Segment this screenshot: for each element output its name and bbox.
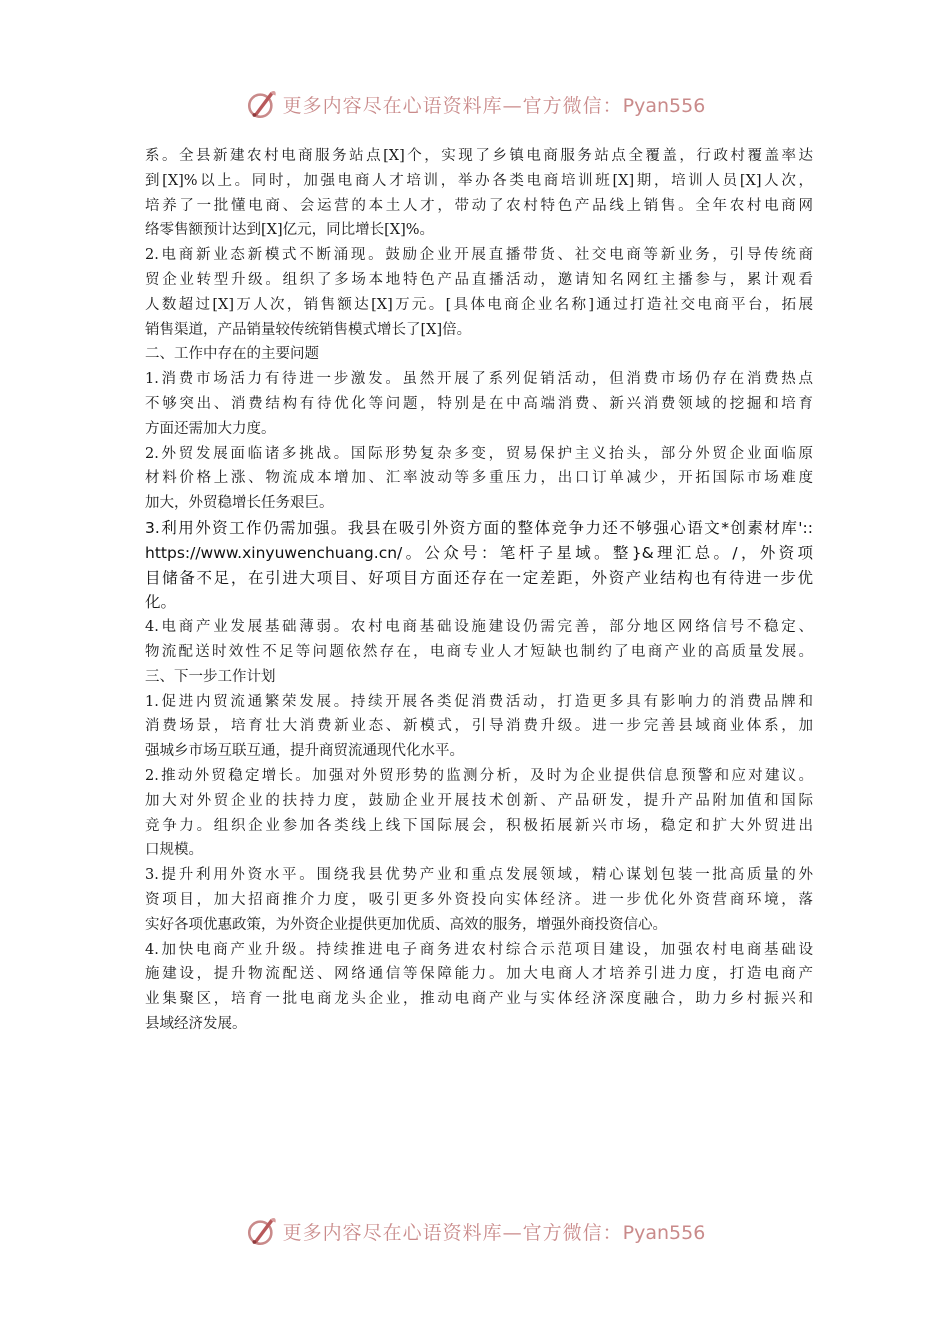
text-line: 4.电商产业发展基础薄弱。农村电商基础设施建设仍需完善，部分地区网络信号不稳定、 — [145, 619, 813, 636]
text-line: 加大，外贸稳增长任务艰巨。 — [145, 495, 334, 512]
text-line: 口规模。 — [145, 842, 203, 859]
text-line: 物流配送时效性不足等问题依然存在，电商专业人才短缺也制约了电商产业的高质量发展。 — [145, 643, 813, 660]
text-line: 强城乡市场互联互通，提升商贸流通现代化水平。 — [145, 743, 464, 760]
text-line: 1.促进内贸流通繁荣发展。持续开展各类促消费活动，打造更多具有影响力的消费品牌和 — [145, 693, 813, 710]
text-line: 实好各项优惠政策，为外资企业提供更加优质、高效的服务，增强外商投资信心。 — [145, 916, 667, 933]
text-line: 施建设，提升物流配送、网络通信等保障能力。加大电商人才培养引进力度，打造电商产 — [145, 966, 813, 983]
text-line: 培养了一批懂电商、会运营的本土人才，带动了农村特色产品线上销售。全年农村电商网 — [145, 197, 813, 214]
text-line: 3.利用外资工作仍需加强。我县在吸引外资方面的整体竞争力还不够强心语文*创素材库':: — [145, 518, 813, 537]
watermark-site-text: 更多内容尽在心语资料库—官方微信： — [282, 1221, 623, 1244]
text-line: 销售渠道，产品销量较传统销售模式增长了[X]倍。 — [145, 321, 472, 338]
quill-pen-logo-icon — [245, 1214, 279, 1248]
section-heading: 二、工作中存在的主要问题 — [145, 346, 319, 363]
watermark-site-text: 更多内容尽在心语资料库—官方微信： — [282, 94, 623, 117]
text-line: 到[X]%以上。同时，加强电商人才培训，举办各类电商培训班[X]期，培训人员[X]人次， — [145, 172, 813, 189]
document-body — [145, 144, 813, 1037]
text-line: 2.电商新业态新模式不断涌现。鼓励企业开展直播带货、社交电商等新业务，引导传统商 — [145, 247, 813, 264]
text-line: 人数超过[X]万人次，销售额达[X]万元。[具体电商企业名称]通过打造社交电商平台，拓展 — [145, 296, 813, 313]
text-line: 贸企业转型升级。组织了多场本地特色产品直播活动，邀请知名网红主播参与，累计观看 — [145, 271, 813, 288]
text-line: 县域经济发展。 — [145, 1015, 247, 1032]
watermark-wechat-id: Pyan556 — [622, 1221, 706, 1244]
text-line: 材料价格上涨、物流成本增加、汇率波动等多重压力，出口订单减少，开拓国际市场难度 — [145, 470, 813, 487]
watermark-text — [283, 91, 706, 118]
text-line: 2.外贸发展面临诸多挑战。国际形势复杂多变，贸易保护主义抬头，部分外贸企业面临原 — [145, 445, 813, 462]
header-watermark-banner — [0, 84, 950, 124]
text-line: https://www.xinyuwenchuang.cn/。公众号：笔杆子星域。整}&理汇总。/，外资项 — [145, 543, 813, 562]
section-heading: 三、下一步工作计划 — [145, 668, 276, 685]
text-line: 业集聚区，培育一批电商龙头企业，推动电商产业与实体经济深度融合，助力乡村振兴和 — [145, 991, 813, 1008]
text-line: 2.推动外贸稳定增长。加强对外贸形势的监测分析，及时为企业提供信息预警和应对建议。 — [145, 767, 813, 784]
text-line: 竞争力。组织企业参加各类线上线下国际展会，积极拓展新兴市场，稳定和扩大外贸进出 — [145, 817, 813, 834]
watermark-wechat-id: Pyan556 — [622, 94, 706, 117]
text-line: 化。 — [145, 593, 177, 612]
text-line: 系。全县新建农村电商服务站点[X]个，实现了乡镇电商服务站点全覆盖，行政村覆盖率达 — [145, 148, 813, 164]
text-line: 不够突出、消费结构有待优化等问题，特别是在中高端消费、新兴消费领域的挖掘和培育 — [145, 395, 813, 412]
text-line: 4.加快电商产业升级。持续推进电子商务进农村综合示范项目建设，加强农村电商基础设 — [145, 941, 813, 958]
text-line: 方面还需加大力度。 — [145, 420, 276, 437]
text-line: 1.消费市场活力有待进一步激发。虽然开展了系列促销活动，但消费市场仍存在消费热点 — [145, 371, 813, 388]
text-line: 3.提升利用外资水平。围绕我县优势产业和重点发展领域，精心谋划包装一批高质量的外 — [145, 867, 813, 884]
text-line: 资项目，加大招商推介力度，吸引更多外资投向实体经济。进一步优化外资营商环境，落 — [145, 891, 813, 908]
footer-watermark-banner — [0, 1211, 950, 1251]
text-line: 目储备不足，在引进大项目、好项目方面还存在一定差距，外资产业结构也有待进一步优 — [145, 568, 813, 587]
text-line: 络零售额预计达到[X]亿元，同比增长[X]%。 — [145, 222, 435, 239]
text-line: 消费场景，培育壮大消费新业态、新模式，引导消费升级。进一步完善县域商业体系，加 — [145, 718, 813, 735]
text-line: 加大对外贸企业的扶持力度，鼓励企业开展技术创新、产品研发，提升产品附加值和国际 — [145, 792, 813, 809]
watermark-text — [283, 1218, 706, 1245]
quill-pen-logo-icon — [245, 87, 279, 121]
